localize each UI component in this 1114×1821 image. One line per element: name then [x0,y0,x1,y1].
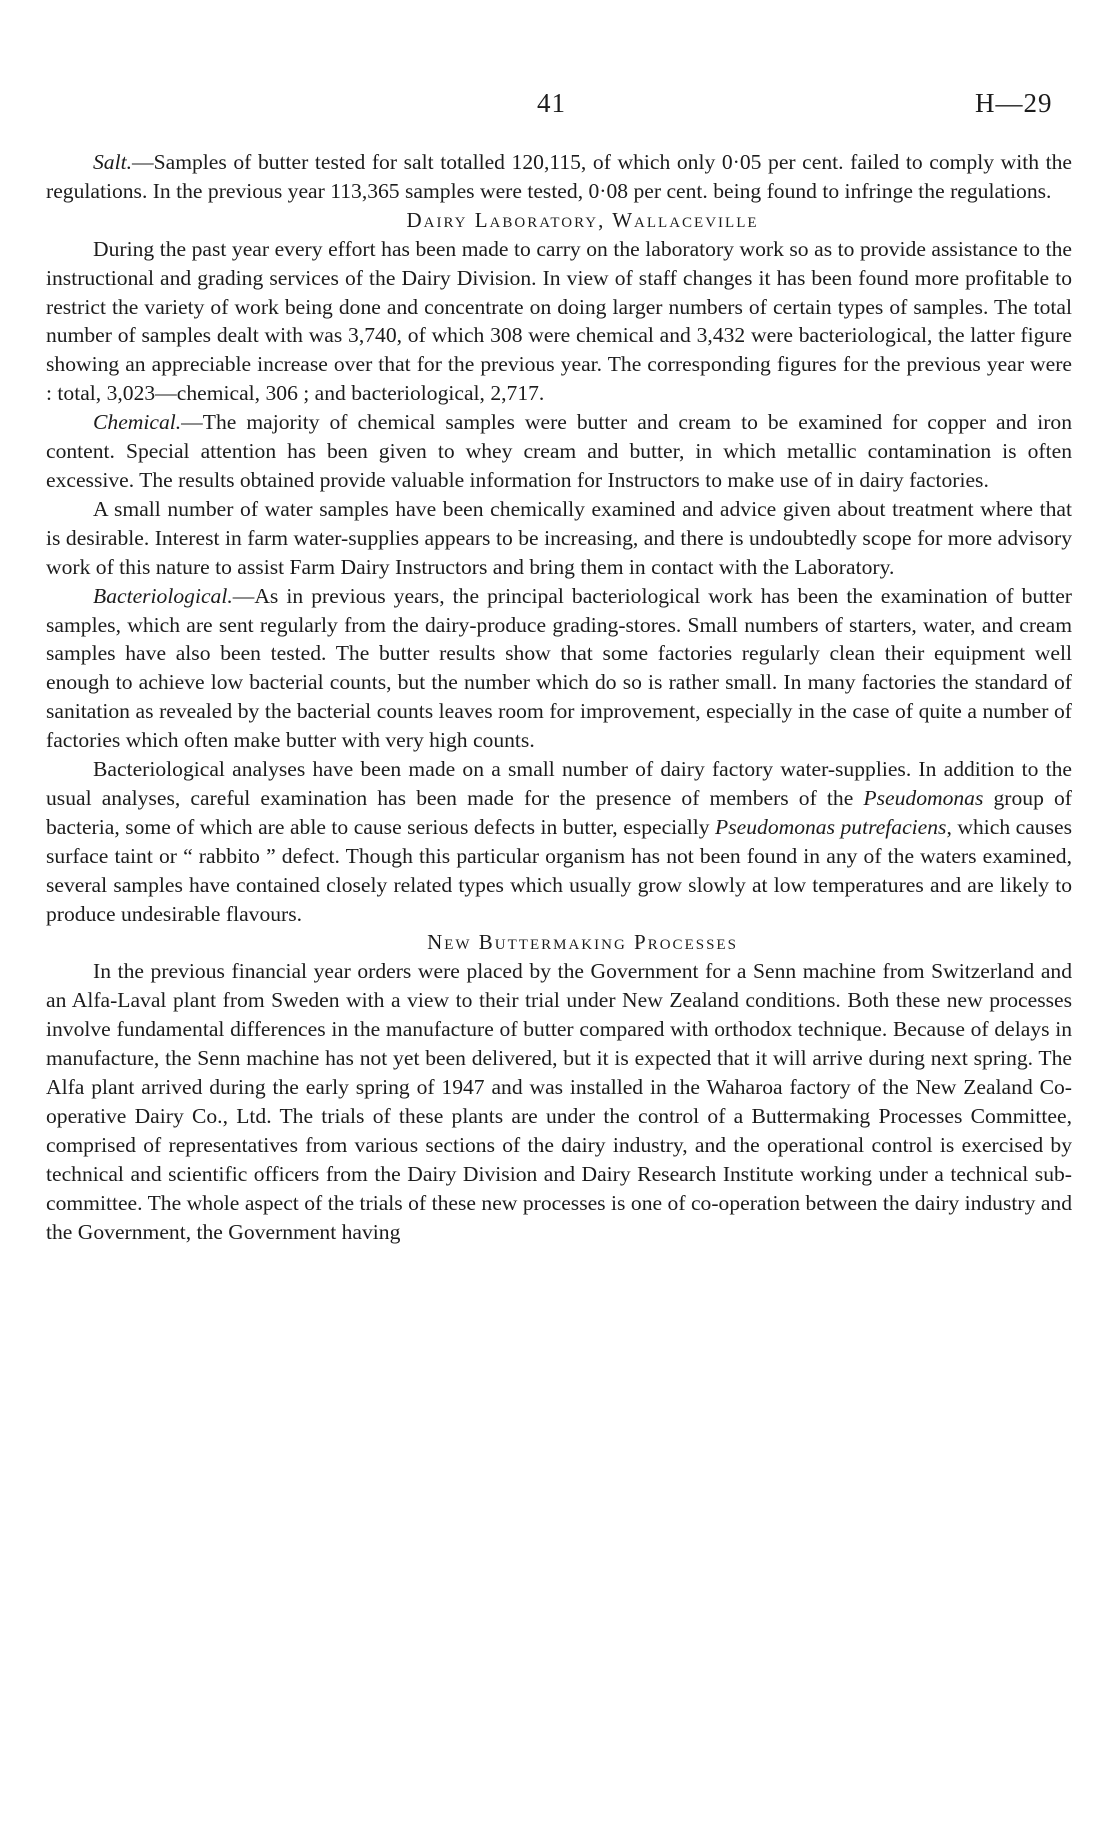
section-heading-dairy-laboratory: Dairy Laboratory, Wallaceville [406,207,759,232]
buttermaking-paragraph: In the previous financial year orders were placed by the Government for a Senn machine from Switzerland and an Alfa-Laval plant from Sweden with a view to their trial under New Zealand conditions. Both these new processes involve fundamental differences in the manufacture of butter compared with orthodox technique. Because of delays in manufacture, the Senn machine has not yet been delivered, but it is expected that it will arrive during next spring. The Alfa plant arrived during the early spring of 1947 and was installed in the Waharoa factory of the New Zealand Co-operative Dairy Co., Ltd. The trials of these plants are under the control of a Buttermaking Processes Committee, comprised of representatives from various sections of the dairy industry, and the operational control is exercised by technical and scientific officers from the Dairy Division and Dairy Research Institute working under a technical sub-committee. The whole aspect of the trials of these new processes is one of co-operation between the dairy industry and the Government, the Government having [46,959,1072,1244]
analyses-text-3: , which causes surface taint or “ rabbito ” defect. Though this particular organism has not been found in any of the waters examined, several samples have contained closely related types which usually grow slowly at low temperatures and are likely to produce undesirable flavours. [46,814,1072,926]
analyses-italic-1: Pseudomonas [863,785,984,810]
chemical-lead: Chemical. [93,410,182,435]
bacteriological-paragraph [46,582,1072,755]
bacteriological-lead: Bacteriological. [93,583,233,608]
water-paragraph: A small number of water samples have been chemically examined and advice given about treatment where that is desirable. Interest in farm water-supplies appears to be increasing, and there is undoubtedly scope for more advisory work of this nature to assist Farm Dairy Instructors and bring them in contact with the Laboratory. [46,496,1072,579]
chemical-text: —The majority of chemical samples were butter and cream to be examined for copper and iron content. Special attention has been given to whey cream and butter, in which metallic contamination is often excessive. The results obtained provide valuable information for Instructors to make use of in dairy factories. [46,410,1072,492]
analyses-italic-2: Pseudomonas putrefaciens [715,814,947,839]
page-code: H—29 [975,88,1053,118]
analyses-paragraph [46,755,1072,928]
section-heading-new-buttermaking: New Buttermaking Processes [427,930,738,955]
salt-lead: Salt. [93,150,132,174]
salt-text: —Samples of butter tested for salt totalled 120,115, of which only 0·05 per cent. failed to comply with the regulations. In the previous year 113,365 samples were tested, 0·08 per cent. being found to infringe the regulations. [46,150,1072,203]
page-header [0,88,1114,128]
analyses-text-2: group of bacteria, some of which are able to cause serious defects in butter, especially [46,785,1073,839]
page-number: 41 [537,88,566,118]
analyses-text-1: Bacteriological analyses have been made on a small number of dairy factory water-supplies. In addition to the usual analyses, careful examination has been made for the presence of members of the [46,757,1072,810]
body-text [46,148,1072,1246]
salt-paragraph [46,148,1072,206]
lab-intro-paragraph: During the past year every effort has been made to carry on the laboratory work so as to provide assistance to the instructional and grading services of the Dairy Division. In view of staff changes it has been found more profitable to restrict the variety of work being done and concentrate on doing larger numbers of certain types of samples. The total number of samples dealt with was 3,740, of which 308 were chemical and 3,432 were bacteriological, the latter figure showing an appreciable increase over that for the previous year. The corresponding figures for the previous year were : total, 3,023—chemical, 306 ; and bacteriological, 2,717. [46,236,1072,406]
bacteriological-text: —As in previous years, the principal bacteriological work has been the examination of butter samples, which are sent regularly from the dairy-produce grading-stores. Small numbers of starters, water, and cream samples have also been tested. The butter results show that some factories regularly clean their equipment well enough to achieve low bacterial counts, but the number which do so is rather small. In many factories the standard of sanitation as revealed by the bacterial counts leaves room for improvement, especially in the case of quite a number of factories which often make butter with very high counts. [46,583,1072,753]
chemical-paragraph [46,408,1072,495]
